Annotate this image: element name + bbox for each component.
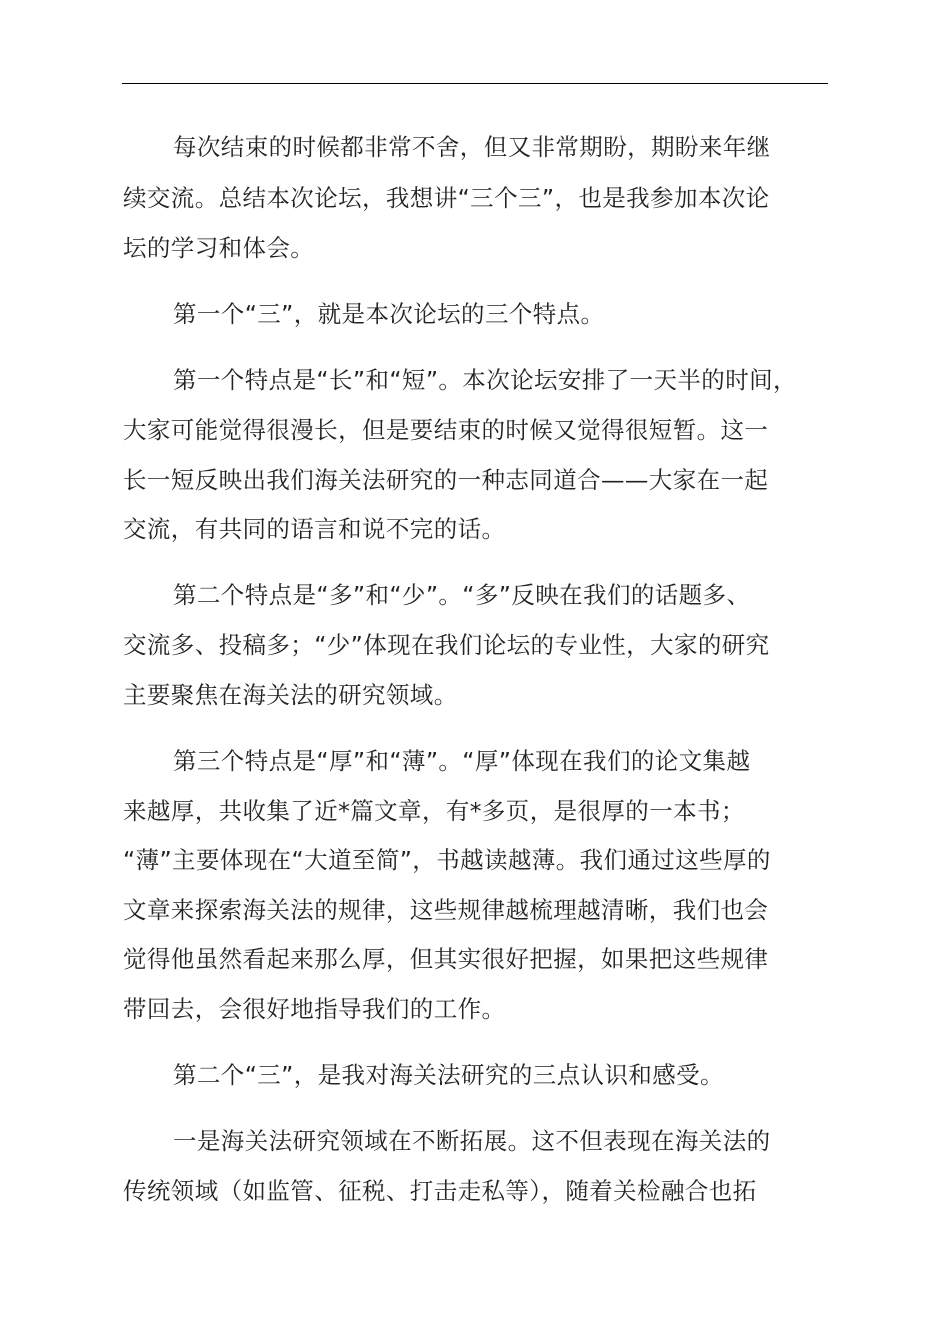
paragraph-5-line-4: 文章来探索海关法的规律，这些规律越梳理越清晰，我们也会 — [123, 896, 769, 924]
paragraph-4-line-3: 主要聚焦在海关法的研究领域。 — [123, 681, 458, 709]
paragraph-2-line-1: 第一个“三”，就是本次论坛的三个特点。 — [173, 300, 605, 328]
paragraph-5-line-6: 带回去，会很好地指导我们的工作。 — [123, 995, 506, 1023]
paragraph-1-line-3: 坛的学习和体会。 — [123, 234, 315, 262]
paragraph-5-line-5: 觉得他虽然看起来那么厚，但其实很好把握，如果把这些规律 — [123, 945, 769, 973]
paragraph-5-line-3: “薄”主要体现在“大道至简”，书越读越薄。我们通过这些厚的 — [123, 846, 771, 874]
paragraph-5-line-1: 第三个特点是“厚”和“薄”。“厚”体现在我们的论文集越 — [173, 747, 751, 775]
paragraph-4-line-1: 第二个特点是“多”和“少”。“多”反映在我们的话题多、 — [173, 581, 751, 609]
paragraph-3-line-1: 第一个特点是“长”和“短”。本次论坛安排了一天半的时间， — [173, 366, 797, 394]
paragraph-5-line-2: 来越厚，共收集了近*篇文章，有*多页，是很厚的一本书； — [123, 797, 745, 825]
paragraph-4-line-2: 交流多、投稿多；“少”体现在我们论坛的专业性，大家的研究 — [123, 631, 770, 659]
paragraph-7-line-1: 一是海关法研究领域在不断拓展。这不但表现在海关法的 — [173, 1127, 771, 1155]
paragraph-6-line-1: 第二个“三”，是我对海关法研究的三点认识和感受。 — [173, 1061, 724, 1089]
paragraph-7-line-2: 传统领域（如监管、征税、打击走私等），随着关检融合也拓 — [123, 1177, 757, 1205]
paragraph-3-line-2: 大家可能觉得很漫长，但是要结束的时候又觉得很短暂。这一 — [123, 416, 769, 444]
paragraph-3-line-3: 长一短反映出我们海关法研究的一种志同道合——大家在一起 — [123, 466, 769, 494]
paragraph-1-line-2: 续交流。总结本次论坛，我想讲“三个三”，也是我参加本次论 — [123, 184, 770, 212]
paragraph-3-line-4: 交流，有共同的语言和说不完的话。 — [123, 515, 506, 543]
paragraph-1-line-1: 每次结束的时候都非常不舍，但又非常期盼，期盼来年继 — [173, 133, 771, 161]
